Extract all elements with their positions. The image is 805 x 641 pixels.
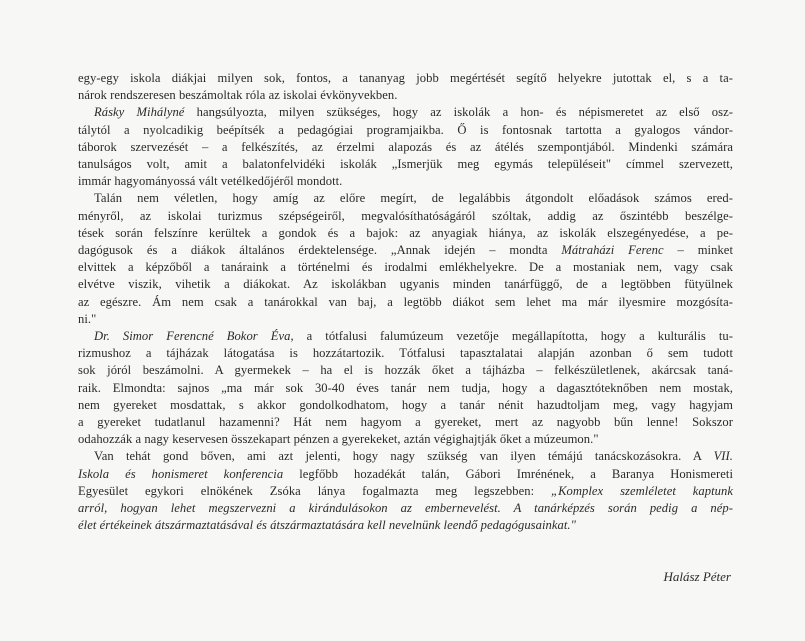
quote-fragment: „Komplex szemléletet kaptunk bbox=[551, 483, 733, 498]
text-line bbox=[78, 466, 733, 483]
text-line: raik. Elmondta: sajnos „ma már sok 30-40 éves tanár nem tudja, hogy a dagasztóteknőben nem mostak, bbox=[78, 380, 733, 395]
text-line bbox=[78, 242, 733, 259]
text-line: elvétve viszik, vihetik a diákokat. Az iskolákban ugyanis minden tanárfüggő, de a legtöbben fütyülnek bbox=[78, 277, 733, 292]
text-line: tanulságos volt, amit a balatonfelvidéki iskolák „Ismerjük meg egymás településeit" címmel szervezett, bbox=[78, 157, 733, 172]
text-line bbox=[78, 448, 733, 465]
text-line: ményről, az iskolai turizmus szépségeiről, megvalósíthatóságáról szóltak, addig az őszintébb beszélge- bbox=[78, 208, 733, 223]
text-line: ni." bbox=[78, 311, 97, 326]
text-fragment: Van tehát gond bőven, ami azt jelenti, hogy nagy szükség van ilyen témájú tanácskozásokra. A bbox=[94, 449, 714, 464]
text-line bbox=[78, 328, 733, 345]
text-line: odahozzák a nagy keservesen összekapart pénzen a gyerekeket, aztán végighajtják őket a múzeumon." bbox=[78, 432, 599, 447]
text-line bbox=[78, 500, 733, 517]
text-line: a gyereket tudatlanul hazamenni? Hát nem hagyom a gyereket, mert az nagyobb bűn lenne! Sokszor bbox=[78, 415, 733, 430]
conference-title: Iskola és honismeret konferencia bbox=[78, 466, 284, 481]
text-line: tések során felszínre kerültek a gondok és a bajok: az anyagiak hiánya, az iskolák elszegényedése, a pe- bbox=[78, 225, 733, 240]
paragraph-2 bbox=[78, 104, 733, 190]
quote-fragment: arról, hogyan lehet megszervezni a kirándulásokon az embernevelést. A tanárképzés során pedig a nép- bbox=[78, 501, 733, 516]
paragraph-5 bbox=[78, 448, 733, 534]
text-fragment: hangsúlyozta, milyen szükséges, hogy az iskolák a hon- és népismeretet az első osz- bbox=[184, 105, 733, 120]
text-fragment: legfőbb hozadékát talán, Gábori Imrénének, a Baranya Honismereti bbox=[283, 466, 734, 481]
paragraph-3 bbox=[78, 190, 733, 328]
text-fragment: dagógusok és a diákok általános érdektelensége. „Annak idején – mondta bbox=[78, 243, 562, 258]
person-name: Rásky Mihályné bbox=[94, 105, 185, 120]
text-line: nem gyereket mosdattak, s akkor gondolkodhatom, hogy a tanár nénit hazudtoljam meg, vagy hagyjam bbox=[78, 397, 733, 412]
text-line: elvittek a képzőből a tanáraink a történelmi és irodalmi emlékhelyekre. De a mostaniak nem, vagy csak bbox=[78, 260, 733, 275]
conference-number: VII. bbox=[713, 449, 733, 464]
paragraph-1 bbox=[78, 70, 733, 104]
text-fragment: a tótfalusi falumúzeum vezetője megállapította, hogy a kulturális tu- bbox=[293, 329, 733, 344]
author-signature: Halász Péter bbox=[663, 569, 731, 584]
text-line: táborok szervezését – a felkészítés, az érzelmi alapozás és az átélés szempontjából. Mindenki számára bbox=[78, 139, 733, 154]
text-line: rizmushoz a tájházak látogatása is hozzátartozik. Tótfalusi tapasztalatai alapján azonban ő sem tudott bbox=[78, 346, 733, 361]
paragraph-4 bbox=[78, 328, 733, 448]
text-line: az egészre. Ám nem csak a tanárokkal van baj, a legtöbb diákot sem lehet ma már ilyesmire mozgósíta- bbox=[78, 294, 733, 309]
text-line bbox=[78, 517, 733, 534]
text-fragment: Egyesület egykori elnökének Zsóka lánya fogalmazta meg legszebben: bbox=[78, 483, 552, 498]
person-name: Mátraházi Ferenc bbox=[561, 243, 664, 258]
text-line: nárok rendszeresen beszámoltak róla az iskolai évkönyvekben. bbox=[78, 88, 398, 103]
text-line bbox=[78, 104, 733, 121]
text-line: tálytól a nyolcadikig beépítsék a pedagógiai programjaikba. Ő is fontosnak tartotta a gyalogos vándor- bbox=[78, 122, 733, 137]
text-fragment: – minket bbox=[663, 243, 733, 258]
text-line: sok jóról beszámolni. A gyermekek – ha el is hozzák őket a tájházba – felkészületlenek, akárcsak taná- bbox=[78, 363, 733, 378]
article-body bbox=[78, 70, 733, 534]
text-line: Talán nem véletlen, hogy amíg az előre megírt, de legalábbis átgondolt előadások számos ered- bbox=[94, 191, 733, 206]
person-name: Dr. Simor Ferencné Bokor Éva, bbox=[94, 329, 294, 344]
text-line: immár hagyományossá vált vetélkedőjéről mondott. bbox=[78, 174, 343, 189]
quote-fragment: élet értékeinek átszármaztatásával és átszármaztatására kell nevelnünk leendő pedagógusainkat." bbox=[78, 518, 576, 533]
text-line: egy-egy iskola diákjai milyen sok, fontos, a tananyag jobb megértését segítő helyekre jutottak el, s a ta- bbox=[78, 71, 733, 85]
text-line bbox=[78, 483, 733, 500]
